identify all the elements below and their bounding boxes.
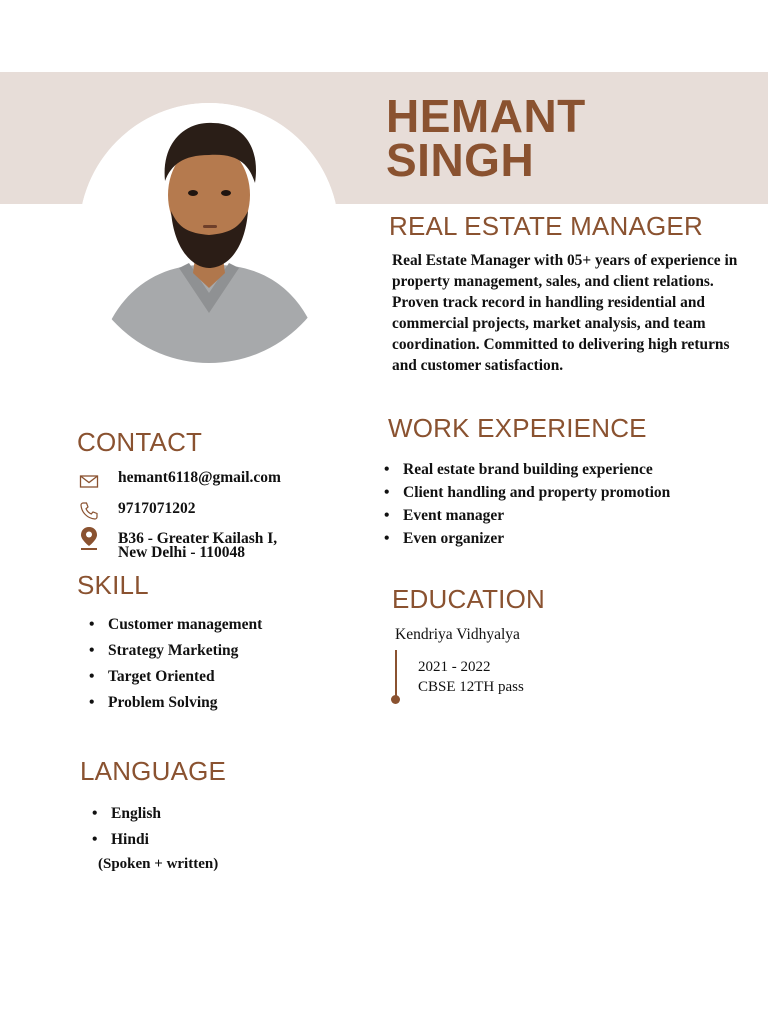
mail-icon [78,470,100,492]
phone-icon [78,500,100,522]
job-title: REAL ESTATE MANAGER [389,211,703,241]
list-item: • English [92,801,161,827]
address-line-1: B36 - Greater Kailash I, [118,530,278,547]
timeline-dot [391,695,400,704]
skill-heading: SKILL [77,570,149,600]
list-item: • Even organizer [384,527,670,550]
contact-email [78,470,338,494]
contact-address [78,526,338,560]
phone-text: 9717071202 [118,500,196,517]
language-heading: LANGUAGE [80,756,227,786]
email-text: hemant6118@gmail.com [118,469,281,486]
profile-summary: Real Estate Manager with 05+ years of experience in property management, sales, and client relations. Proven track record in handling residential and commercial projects, market analysis, and team coordination. Committed to delivering high returns and customer satisfaction. [392,252,738,374]
work-heading: WORK EXPERIENCE [388,413,647,443]
profile-photo [79,103,339,363]
first-name: HEMANT [386,90,586,142]
contact-phone [78,500,338,524]
language-list [92,801,161,853]
list-item: • Client handling and property promotion [384,481,670,504]
education-details [418,657,524,697]
person-portrait-icon [79,103,339,363]
education-heading: EDUCATION [392,584,545,614]
address-line-2: New Delhi - 110048 [118,544,246,561]
list-item: • Hindi [92,827,161,853]
list-item: • Customer management [89,612,262,638]
education-qualification: CBSE 12TH pass [418,679,524,695]
list-item: • Problem Solving [89,690,262,716]
language-note: (Spoken + written) [98,856,219,872]
list-item: • Target Oriented [89,664,262,690]
work-list [384,458,670,550]
skill-list [89,612,262,716]
education-school: Kendriya Vidhyalya [395,626,520,643]
timeline-line [395,650,397,698]
contact-heading: CONTACT [77,427,203,457]
list-item: • Strategy Marketing [89,638,262,664]
last-name: SINGH [386,134,535,186]
location-pin-icon [78,526,100,550]
candidate-name [386,90,586,186]
list-item: • Event manager [384,504,670,527]
education-years: 2021 - 2022 [418,659,491,675]
list-item: • Real estate brand building experience [384,458,670,481]
